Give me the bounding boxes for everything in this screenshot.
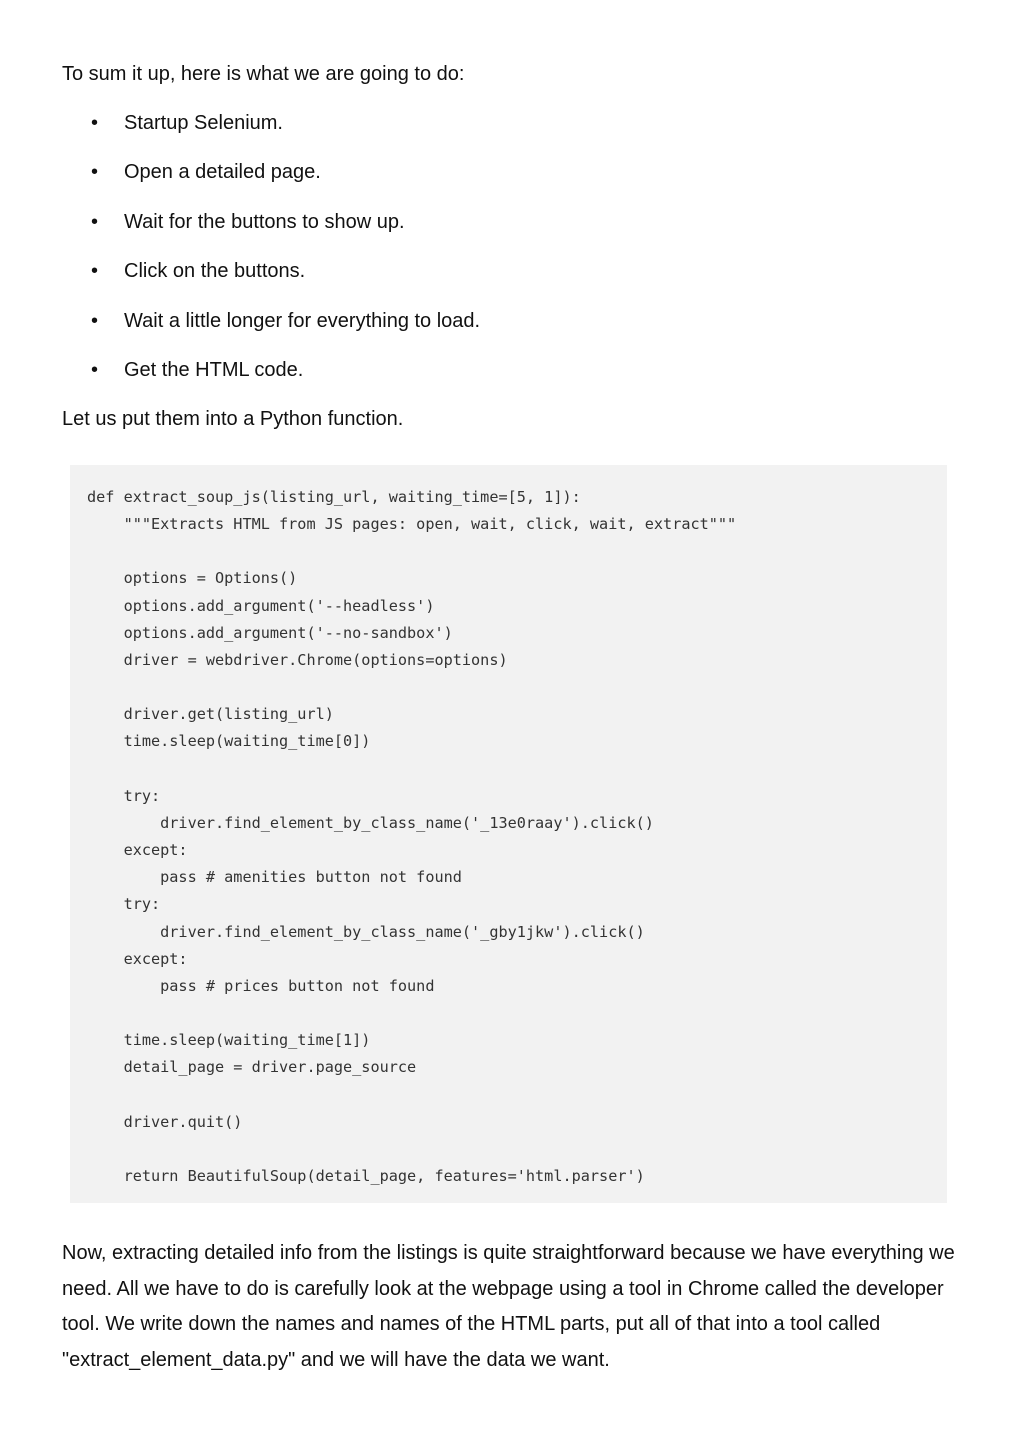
- steps-list: [62, 111, 480, 407]
- list-item-text: Get the HTML code.: [124, 358, 304, 381]
- list-item-text: Open a detailed page.: [124, 161, 321, 184]
- list-item: [62, 111, 480, 135]
- bullet-icon: •: [91, 112, 99, 134]
- bullet-icon: •: [91, 358, 99, 381]
- list-item: [62, 309, 480, 333]
- list-item-text: Startup Selenium.: [124, 112, 283, 134]
- closing-paragraph: Now, extracting detailed info from the listings is quite straightforward because we have everything we need. All we have to do is carefully look at the webpage using a tool in Chrome called the developer tool. We write down the names and names of the HTML parts, put all of that into a tool called "extract_element_data.py" and we will have the data we want.: [62, 1242, 955, 1372]
- list-item: [62, 160, 480, 184]
- list-item-text: Click on the buttons.: [124, 260, 306, 283]
- bullet-icon: •: [91, 210, 99, 233]
- list-item: [62, 259, 480, 283]
- lead-paragraph: Let us put them into a Python function.: [62, 408, 404, 430]
- list-item: [62, 358, 480, 382]
- list-item-text: Wait for the buttons to show up.: [124, 210, 405, 233]
- list-item: [62, 210, 480, 234]
- bullet-icon: •: [91, 260, 99, 283]
- intro-paragraph: To sum it up, here is what we are going to do:: [62, 63, 465, 85]
- python-code[interactable]: def extract_soup_js(listing_url, waiting_time=[5, 1]): """Extracts HTML from JS pages: open, wait, click, wait, extract""" options = Options() options.add_argument('--headless') options.add_argument('--no-sandbox') driver = webdriver.Chrome(options=options) driver.get(listing_url) time.sleep(waiting_time[0]) try: driver.find_element_by_class_name('_13e0raay').click() except: pass # amenities button not found try: driver.find_element_by_class_name('_gby1jkw').click() except: pass # prices button not found time.sleep(waiting_time[1]) detail_page = driver.page_source driver.quit() return BeautifulSoup(detail_page, features='html.parser'): [87, 488, 737, 1185]
- bullet-icon: •: [91, 309, 99, 332]
- list-item-text: Wait a little longer for everything to load.: [124, 309, 481, 332]
- code-block: [70, 465, 947, 1203]
- bullet-icon: •: [91, 161, 99, 184]
